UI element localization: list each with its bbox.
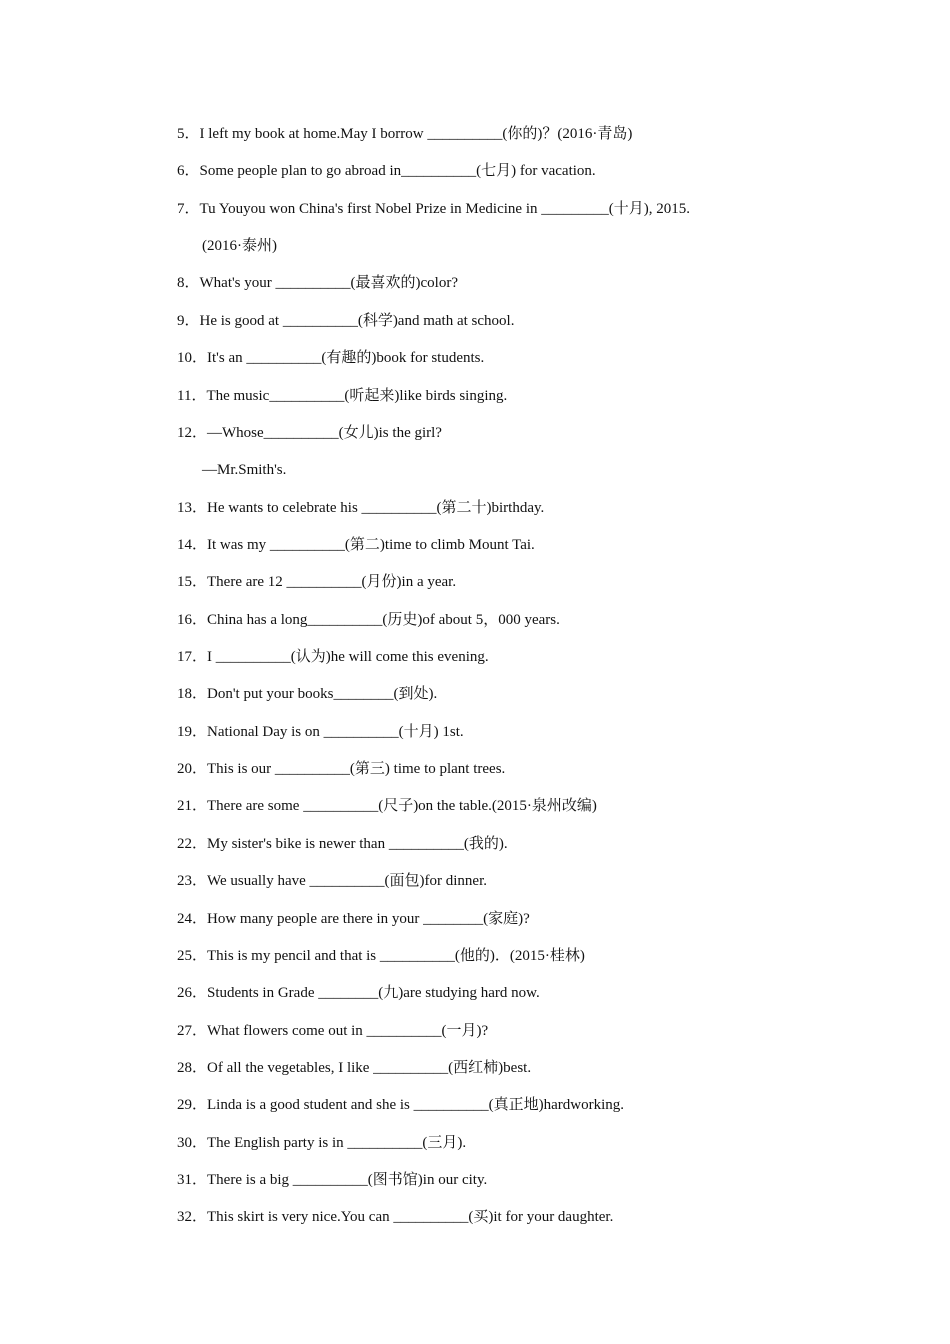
exercise-10: 10．It's an __________(有趣的)book for students. xyxy=(177,350,485,367)
exercise-17: 17．I __________(认为)he will come this evening. xyxy=(177,649,489,666)
exercise-19: 19．National Day is on __________(十月) 1st. xyxy=(177,723,464,740)
exercise-7: 7．Tu Youyou won China's first Nobel Prize in Medicine in _________(十月), 2015. xyxy=(177,200,690,217)
exercise-21: 21．There are some __________(尺子)on the table.(2015·泉州改编) xyxy=(177,798,597,815)
exercise-6: 6．Some people plan to go abroad in__________(七月) for vacation. xyxy=(177,163,596,180)
exercise-15: 15．There are 12 __________(月份)in a year. xyxy=(177,574,457,591)
exercise-16: 16．China has a long__________(历史)of about 5，000 years. xyxy=(177,611,560,628)
exercise-27: 27．What flowers come out in __________(一月)? xyxy=(177,1022,489,1039)
exercise-7-source: (2016·泰州) xyxy=(202,238,277,255)
exercise-25: 25．This is my pencil and that is __________(他的)．(2015·桂林) xyxy=(177,947,585,964)
exercise-5: 5．I left my book at home.May I borrow __________(你的)？(2016·青岛) xyxy=(177,126,633,142)
exercise-28: 28．Of all the vegetables, I like __________(西红柿)best. xyxy=(177,1059,532,1076)
exercise-30: 30．The English party is in __________(三月). xyxy=(177,1134,467,1151)
exercise-20: 20．This is our __________(第三) time to plant trees. xyxy=(177,761,506,778)
exercise-26: 26．Students in Grade ________(九)are studying hard now. xyxy=(177,985,540,1002)
exercise-11: 11．The music__________(听起来)like birds singing. xyxy=(177,387,508,404)
exercise-14: 14．It was my __________(第二)time to climb Mount Tai. xyxy=(177,536,535,553)
exercise-12: 12．—Whose__________(女儿)is the girl? xyxy=(177,424,442,441)
exercise-22: 22．My sister's bike is newer than __________(我的). xyxy=(177,835,508,852)
exercise-18: 18．Don't put your books________(到处). xyxy=(177,686,438,703)
exercise-32: 32．This skirt is very nice.You can __________(买)it for your daughter. xyxy=(177,1209,614,1226)
exercise-13: 13．He wants to celebrate his __________(第二十)birthday. xyxy=(177,499,545,516)
exercise-24: 24．How many people are there in your ________(家庭)? xyxy=(177,910,530,927)
exercise-31: 31．There is a big __________(图书馆)in our city. xyxy=(177,1172,488,1189)
exercise-29: 29．Linda is a good student and she is __________(真正地)hardworking. xyxy=(177,1097,625,1114)
exercise-list xyxy=(177,121,837,1242)
exercise-12-answer: —Mr.Smith's. xyxy=(202,462,287,479)
exercise-23: 23．We usually have __________(面包)for dinner. xyxy=(177,873,487,890)
exercise-9: 9．He is good at __________(科学)and math at school. xyxy=(177,312,515,329)
exercise-8: 8．What's your __________(最喜欢的)color? xyxy=(177,275,458,292)
